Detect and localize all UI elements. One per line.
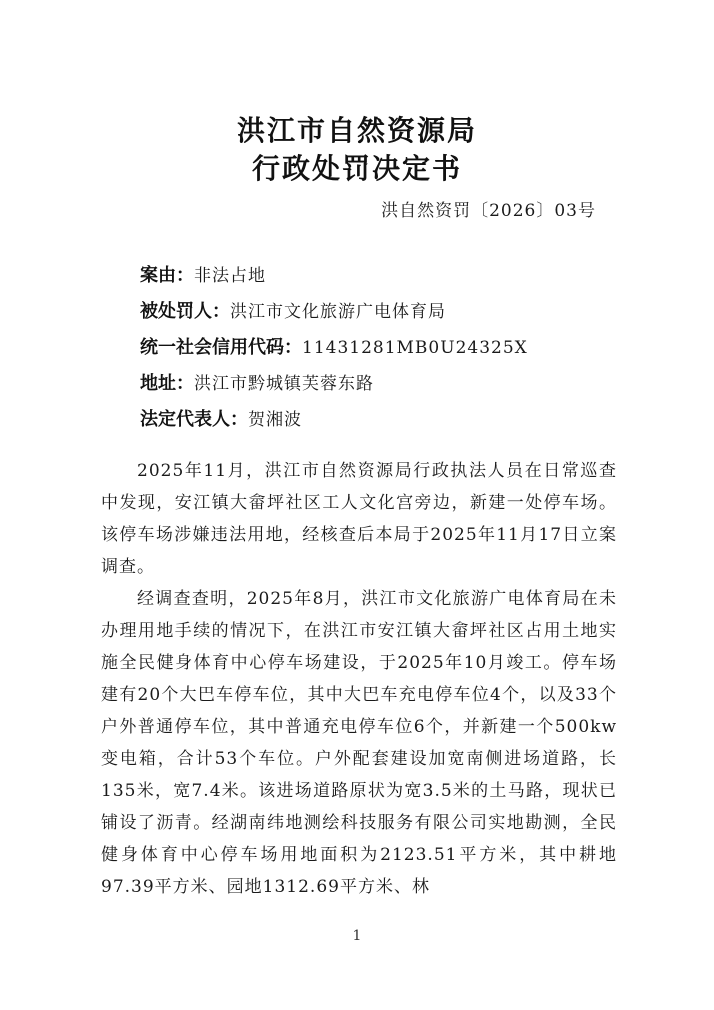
- field-label: 地址：: [140, 373, 194, 394]
- document-title-line1: 洪江市自然资源局: [236, 114, 477, 147]
- field-value: 洪江市文化旅游广电体育局: [230, 302, 446, 322]
- document-body: [101, 455, 617, 903]
- field-value: 非法占地: [194, 266, 266, 286]
- paragraph-discovery: 2025年11月，洪江市自然资源局行政执法人员在日常巡查中发现，安江镇大畲坪社区工人文化宫旁边，新建一处停车场。该停车场涉嫌违法用地，经核查后本局于2025年11月17日立案调查。: [101, 461, 617, 577]
- page-number: 1: [352, 928, 362, 944]
- field-value: 11431281MB0U24325X: [302, 338, 528, 358]
- field-address: [140, 366, 620, 402]
- document-title-line2: 行政处罚决定书: [251, 152, 462, 185]
- field-label: 被处罚人：: [140, 301, 230, 322]
- field-value: 洪江市黔城镇芙蓉东路: [194, 374, 374, 394]
- field-label: 统一社会信用代码：: [140, 337, 302, 358]
- field-penalized-party: [140, 294, 620, 330]
- field-credit-code: [140, 330, 620, 366]
- paragraph-investigation: 经调查查明，2025年8月，洪江市文化旅游广电体育局在未办理用地手续的情况下，在洪江市安江镇大畲坪社区占用土地实施全民健身体育中心停车场建设，于2025年10月竣工。停车场建有20个大巴车停车位，其中大巴车充电停车位4个，以及33个户外普通停车位，其中普通充电停车位6个，并新建一个500kw变电箱，合计53个车位。户外配套建设加宽南侧进场道路，长135米，宽7.4米。该进场道路原状为宽3.5米的土马路，现状已铺设了沥青。经湖南纬地测绘科技服务有限公司实地勘测，全民健身体育中心停车场用地面积为2123.51平方米，其中耕地97.39平方米、园地1312.69平方米、林: [101, 589, 617, 897]
- field-case-cause: [140, 258, 620, 294]
- field-label: 法定代表人：: [140, 409, 248, 430]
- field-value: 贺湘波: [248, 410, 302, 430]
- field-legal-representative: [140, 402, 620, 438]
- field-label: 案由：: [140, 265, 194, 286]
- document-number: 洪自然资罚〔2026〕03号: [381, 201, 596, 221]
- case-info-fields: [140, 258, 620, 438]
